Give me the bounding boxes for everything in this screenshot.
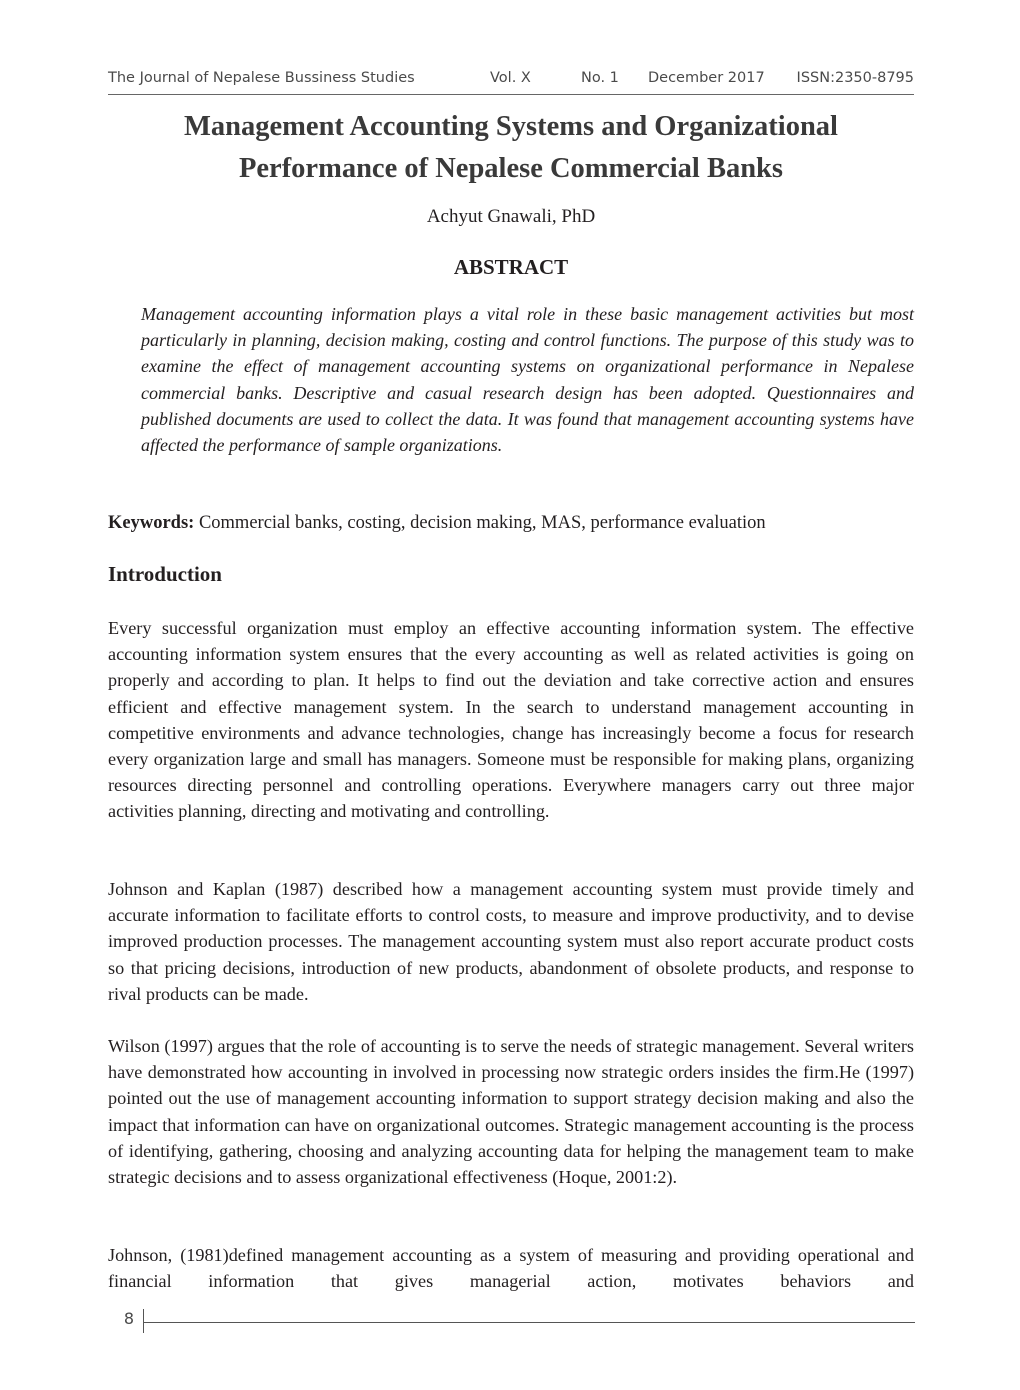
article-title — [108, 106, 914, 190]
journal-issn: ISSN:2350-8795 — [796, 70, 914, 86]
article-author: Achyut Gnawali, PhD — [426, 206, 596, 227]
article-title-line-2: Performance of Nepalese Commercial Banks — [238, 153, 783, 184]
keywords — [108, 510, 914, 536]
abstract-heading: ABSTRACT — [453, 255, 569, 279]
journal-number: No. 1 — [581, 70, 619, 86]
journal-date: December 2017 — [648, 70, 765, 86]
footer-rule — [144, 1322, 915, 1323]
introduction-paragraph-3: Wilson (1997) argues that the role of accounting is to serve the needs of strategic management. Several writers have demonstrated how accounting in involved in processing now strategic orders insides the firm.He (1997) pointed out the use of management accounting information to support strategy decision making and also the impact that information can have on organizational outcomes. Strategic management accounting is the process of identifying, gathering, choosing and analyzing accounting data for helping the management team to make strategic decisions and to assess organizational effectiveness (Hoque, 2001:2). — [108, 1036, 914, 1188]
introduction-paragraph-1: Every successful organization must employ an effective accounting information system. The effective accounting information system ensures that the every accounting as well as related activities is going on properly and according to plan. It helps to find out the deviation and take corrective action and ensures efficient and effective management system. In the search to understand management accounting in competitive environments and advance technologies, change has increasingly become a focus for research every organization large and small has managers. Someone must be responsible for making plans, organizing resources directing personnel and controlling operations. Everywhere managers carry out three major activities planning, directing and motivating and controlling. — [108, 618, 914, 822]
article-title-line-1: Management Accounting Systems and Organizational — [184, 111, 838, 142]
introduction-paragraph-2: Johnson and Kaplan (1987) described how a management accounting system must provide timely and accurate information to facilitate efforts to control costs, to measure and improve productivity, and to devise improved production processes. The management accounting system must also report accurate product costs so that pricing decisions, introduction of new products, abandonment of obsolete products, and response to rival products can be made. — [108, 879, 914, 1004]
journal-name: The Journal of Nepalese Bussiness Studies — [108, 70, 415, 86]
abstract-text: Management accounting information plays a vital role in these basic management activities but most particularly in planning, decision making, costing and control functions. The purpose of this study was to examine the effect of management accounting systems on organizational performance in Nepalese commercial banks. Descriptive and casual research design has been adopted. Questionnaires and published documents are used to collect the data. It was found that management accounting systems have affected the performance of sample organizations. — [141, 304, 914, 456]
introduction-heading: Introduction — [108, 562, 222, 586]
footer-divider-tick — [143, 1309, 144, 1333]
running-header — [108, 68, 914, 95]
introduction-paragraph-4: Johnson, (1981)defined management accounting as a system of measuring and providing operational and financial information that gives managerial action, motivates behaviors and — [108, 1245, 914, 1292]
keywords-text: Commercial banks, costing, decision making, MAS, performance evaluation — [194, 513, 766, 533]
journal-volume: Vol. X — [490, 70, 531, 86]
page-number: 8 — [123, 1309, 134, 1328]
keywords-label: Keywords: — [108, 513, 195, 533]
